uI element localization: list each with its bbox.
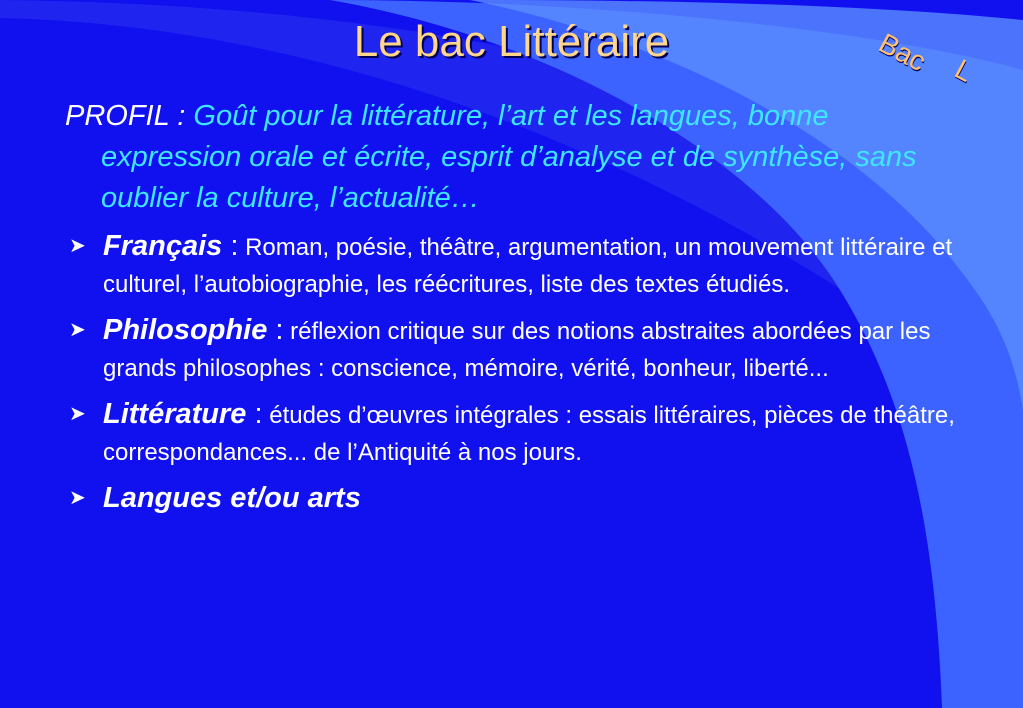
bullet-term: Langues et/ou arts [103, 482, 361, 514]
bullet-term: Philosophie [103, 314, 268, 346]
bullet-text: Roman, poésie, théâtre, argumentation, un mouvement littéraire et culturel, l’autobiographie, les réécritures, liste des textes étudiés. [103, 234, 953, 298]
arrow-bullet-icon: ➤ [69, 319, 86, 341]
bullet-text: réflexion critique sur des notions abstraites abordées par les grands philosophes : conscience, mémoire, vérité, bonheur, liberté... [103, 318, 931, 382]
arrow-bullet-icon: ➤ [69, 487, 86, 509]
bullet-litterature [65, 396, 965, 471]
slide-title: Le bac Littéraire [353, 17, 670, 66]
bac-l-logo [873, 18, 1000, 88]
bullet-term: Littérature [103, 398, 247, 430]
arrow-bullet-icon: ➤ [69, 235, 86, 257]
bullet-text: études d’œuvres intégrales : essais littéraires, pièces de théâtre, correspondances... de l’Antiquité à nos jours. [103, 402, 955, 466]
bullet-philosophie [65, 312, 965, 387]
profil-description: Goût pour la littérature, l’art et les langues, bonne expression orale et écrite, esprit d’analyse et de synthèse, sans oublier la culture, l’actualité… [101, 100, 917, 214]
arrow-bullet-icon: ➤ [69, 403, 86, 425]
profil-label: PROFIL : [65, 100, 186, 132]
bullet-francais [65, 228, 965, 303]
bullet-colon: : [246, 398, 263, 430]
logo-letter: L [949, 53, 979, 88]
bullet-langues-arts [65, 480, 965, 518]
logo-word: Bac [873, 27, 932, 78]
slide-body [65, 96, 965, 527]
profil-paragraph [65, 96, 965, 219]
bullet-colon: : [222, 230, 239, 262]
bullet-term: Français [103, 230, 223, 262]
bullet-colon: : [267, 314, 284, 346]
